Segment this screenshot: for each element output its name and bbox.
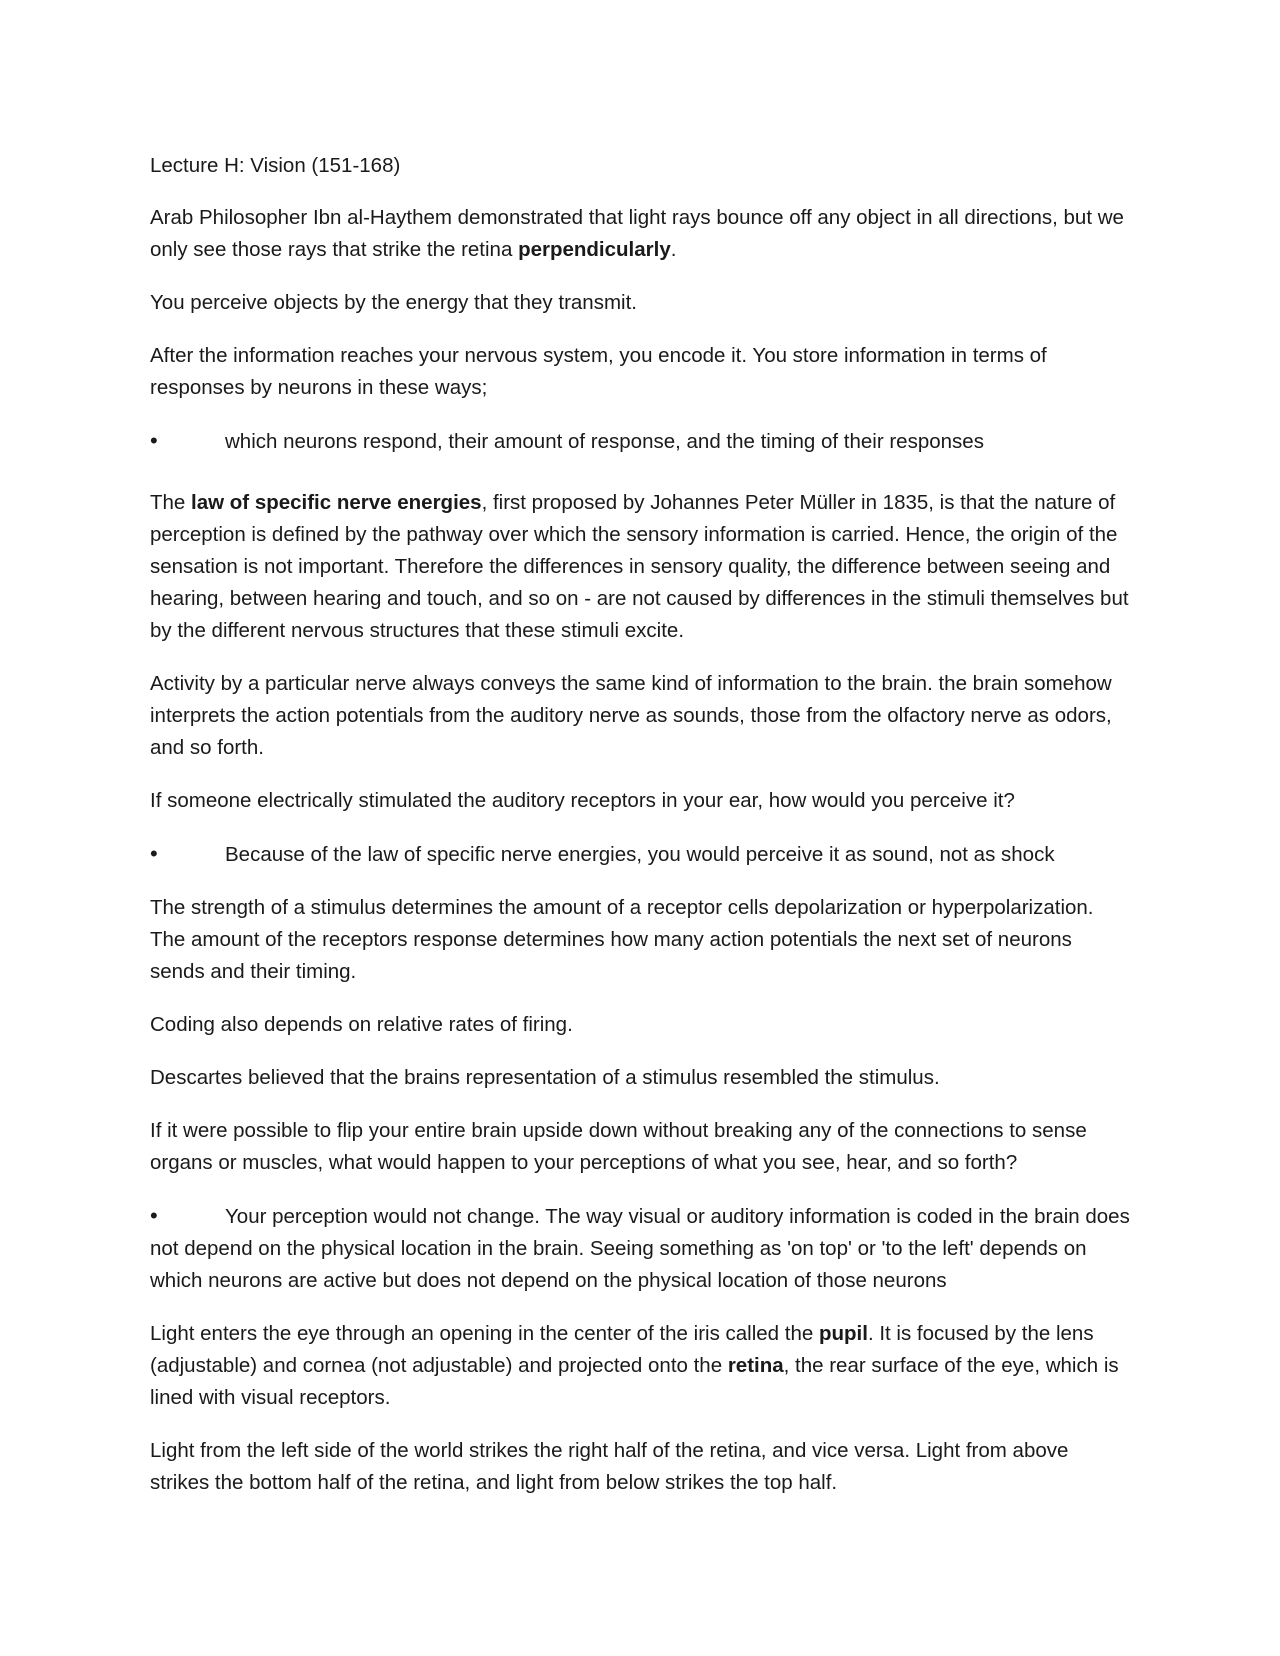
paragraph-energy: You perceive objects by the energy that they transmit.	[150, 291, 637, 314]
bullet-icon: •	[150, 428, 158, 453]
bold-term-pupil: pupil	[818, 1322, 868, 1345]
document-page	[150, 150, 1130, 1520]
paragraph-stimulus-strength: The strength of a stimulus determines the amount of a receptor cells depolarization or hyperpolarization. The amount of the receptors response determines how many action potentials the next set of neurons sends and their timing.	[150, 896, 1094, 983]
paragraph-descartes: Descartes believed that the brains representation of a stimulus resembled the stimulus.	[150, 1066, 940, 1089]
bold-term-retina: retina	[727, 1354, 784, 1377]
lecture-title: Lecture H: Vision (151-168)	[150, 154, 401, 177]
paragraph-coding: Coding also depends on relative rates of firing.	[150, 1013, 573, 1036]
text: .	[670, 238, 677, 261]
paragraph-pupil-retina	[150, 1318, 1130, 1414]
bullet-icon: •	[150, 841, 158, 866]
paragraph-encoding: After the information reaches your nervous system, you encode it. You store information in terms of responses by neurons in these ways;	[150, 344, 1047, 399]
bullet-item-neurons	[150, 425, 1130, 458]
paragraph-ibn-al-haythem	[150, 202, 1130, 266]
paragraph-law-specific-nerve-energies	[150, 487, 1130, 647]
bullet-item-sound	[150, 838, 1130, 871]
bullet-text: which neurons respond, their amount of response, and the timing of their responses	[225, 430, 984, 453]
paragraph-question-flip-brain: If it were possible to flip your entire brain upside down without breaking any of the connections to sense organs or muscles, what would happen to your perceptions of what you see, hear, and so forth?	[150, 1119, 1087, 1174]
bullet-text: Because of the law of specific nerve energies, you would perceive it as sound, not as shock	[225, 843, 1055, 866]
text: , first proposed by Johannes Peter Müller in 1835, is that the nature of perception is defined by the pathway over which the sensory information is carried. Hence, the origin of the sensation is not important. Therefore the differences in sensory quality, the difference between seeing and hearing, between hearing and touch, and so on - are not caused by differences in the stimuli themselves but by the different nervous structures that these stimuli excite.	[150, 491, 1129, 642]
bold-term-perpendicularly: perpendicularly	[518, 238, 671, 261]
bullet-icon: •	[150, 1203, 158, 1228]
text: . It is focused by the lens (adjustable) and cornea (not adjustable) and projected onto the	[150, 1322, 1094, 1377]
text: Arab Philosopher Ibn al-Haythem demonstrated that light rays bounce off any object in all directions, but we only see those rays that strike the retina	[150, 206, 1124, 261]
text: , the rear surface of the eye, which is lined with visual receptors.	[150, 1354, 1119, 1409]
text: The	[150, 491, 192, 514]
paragraph-question-auditory: If someone electrically stimulated the auditory receptors in your ear, how would you perceive it?	[150, 789, 1015, 812]
paragraph-light-sides: Light from the left side of the world strikes the right half of the retina, and vice versa. Light from above strikes the bottom half of the retina, and light from below strikes the top half.	[150, 1439, 1069, 1494]
text: Light enters the eye through an opening in the center of the iris called the	[150, 1322, 819, 1345]
bullet-item-perception	[150, 1200, 1130, 1297]
bullet-text: Your perception would not change. The way visual or auditory information is coded in the brain does not depend on the physical location in the brain. Seeing something as 'on top' or 'to the left' depends on which neurons are active but does not depend on the physical location of those neurons	[150, 1205, 1130, 1292]
paragraph-activity: Activity by a particular nerve always conveys the same kind of information to the brain. the brain somehow interprets the action potentials from the auditory nerve as sounds, those from the olfactory nerve as odors, and so forth.	[150, 672, 1112, 759]
bold-term-law: law of specific nerve energies	[191, 491, 482, 514]
